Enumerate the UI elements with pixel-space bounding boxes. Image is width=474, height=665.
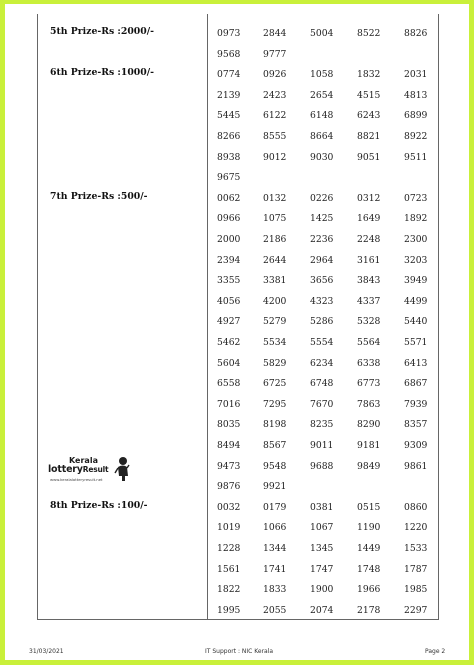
ticket-number: 0860 [404, 501, 428, 513]
ticket-number: 1787 [404, 563, 428, 575]
prize-row [38, 413, 438, 434]
prize-row [38, 63, 438, 84]
prize-row [38, 269, 438, 290]
footer-it-support: IT Support : NIC Kerala [205, 648, 274, 655]
ticket-number: 9849 [357, 460, 381, 472]
prize-row [38, 166, 438, 187]
ticket-number: 7939 [404, 398, 428, 410]
ticket-number: 1822 [217, 584, 241, 596]
ticket-number: 1228 [217, 543, 241, 554]
ticket-number: 8035 [217, 419, 241, 431]
ticket-number: 9688 [310, 460, 334, 472]
ticket-number: 9309 [404, 440, 428, 451]
ticket-number: 3949 [404, 275, 428, 287]
ticket-number: 9012 [263, 151, 287, 163]
ticket-number: 5286 [310, 316, 334, 328]
ticket-number: 5328 [357, 316, 381, 328]
ticket-number: 6725 [263, 378, 287, 390]
prize-row [38, 558, 438, 579]
ticket-number: 1741 [263, 563, 287, 575]
ticket-number: 1561 [217, 563, 241, 575]
ticket-number: 9051 [357, 151, 381, 163]
ticket-number: 5445 [217, 110, 241, 122]
ticket-number: 6243 [357, 110, 381, 122]
prize-label: 5th Prize-Rs :2000/- [50, 26, 154, 37]
ticket-number: 1067 [310, 522, 334, 534]
ticket-number: 9921 [263, 481, 287, 493]
ticket-number: 5604 [217, 357, 241, 369]
ticket-number: 8290 [357, 419, 381, 431]
ticket-number: 3381 [263, 275, 287, 287]
ticket-number: 5534 [263, 337, 287, 348]
ticket-number: 2248 [357, 234, 381, 245]
ticket-number: 3656 [310, 275, 334, 287]
prize-row [38, 599, 438, 620]
ticket-number: 1019 [217, 522, 241, 534]
prize-row [38, 372, 438, 393]
ticket-number: 6338 [357, 357, 381, 369]
ticket-number: 2000 [217, 234, 241, 245]
ticket-number: 0926 [263, 69, 287, 81]
ticket-number: 6558 [217, 378, 241, 390]
ticket-number: 0132 [263, 192, 287, 204]
ticket-number: 2139 [217, 89, 241, 101]
ticket-number: 4927 [217, 316, 241, 328]
ticket-number: 0973 [217, 28, 241, 39]
ticket-number: 0966 [217, 213, 241, 225]
ticket-number: 0062 [217, 192, 241, 204]
ticket-number: 2186 [263, 234, 287, 245]
prize-label: 8th Prize-Rs :100/- [50, 499, 148, 511]
ticket-number: 5554 [310, 337, 334, 348]
ticket-number: 0312 [357, 192, 381, 204]
ticket-number: 2297 [404, 604, 428, 616]
ticket-number: 5462 [217, 337, 241, 348]
prize-row [38, 331, 438, 352]
ticket-number: 2236 [310, 234, 334, 245]
ticket-number: 0381 [310, 501, 334, 513]
prize-row [38, 249, 438, 270]
ticket-number: 2423 [263, 89, 287, 101]
ticket-number: 6748 [310, 378, 334, 390]
ticket-number: 9181 [357, 440, 381, 451]
ticket-number: 5004 [310, 28, 334, 39]
ticket-number: 0723 [404, 192, 428, 204]
ticket-number: 0179 [263, 501, 287, 513]
ticket-number: 2300 [404, 234, 428, 245]
prize-label: 7th Prize-Rs :500/- [50, 190, 148, 202]
prize-table [37, 14, 439, 620]
ticket-number: 1066 [263, 522, 287, 534]
ticket-number: 1449 [357, 543, 381, 554]
prize-row [38, 496, 438, 517]
ticket-number: 1425 [310, 213, 334, 225]
ticket-number: 8567 [263, 440, 287, 451]
ticket-number: 2644 [263, 254, 287, 266]
logo-url: www.keralalotteryresult.net [50, 477, 103, 482]
ticket-number: 6867 [404, 378, 428, 390]
ticket-number: 4337 [357, 295, 381, 307]
ticket-number: 8555 [263, 131, 287, 142]
ticket-number: 7016 [217, 398, 241, 410]
ticket-number: 1900 [310, 584, 334, 596]
ticket-number: 2394 [217, 254, 241, 266]
ticket-number: 8266 [217, 131, 241, 142]
ticket-number: 1748 [357, 563, 381, 575]
ticket-number: 1985 [404, 584, 428, 596]
ticket-number: 4056 [217, 295, 241, 307]
ticket-number: 5564 [357, 337, 381, 348]
ticket-number: 2964 [310, 254, 334, 266]
ticket-number: 5279 [263, 316, 287, 328]
ticket-number: 4323 [310, 295, 334, 307]
prize-row [38, 537, 438, 558]
ticket-number: 8938 [217, 151, 241, 163]
ticket-number: 1190 [357, 522, 381, 534]
ticket-number: 9777 [263, 48, 287, 60]
ticket-number: 7295 [263, 398, 287, 410]
ticket-number: 8357 [404, 419, 428, 431]
ticket-number: 1344 [263, 543, 287, 554]
ticket-number: 4515 [357, 89, 381, 101]
ticket-number: 1832 [357, 69, 381, 81]
prize-row [38, 228, 438, 249]
ticket-number: 7863 [357, 398, 381, 410]
ticket-number: 1345 [310, 543, 334, 554]
ticket-number: 1747 [310, 563, 334, 575]
ticket-number: 8494 [217, 440, 241, 451]
ticket-number: 9861 [404, 460, 428, 472]
ticket-number: 8522 [357, 28, 381, 39]
prize-row [38, 310, 438, 331]
ticket-number: 6899 [404, 110, 428, 122]
ticket-number: 1833 [263, 584, 287, 596]
ticket-number: 1220 [404, 522, 428, 534]
ticket-number: 9030 [310, 151, 334, 163]
ticket-number: 7670 [310, 398, 334, 410]
ticket-number: 9473 [217, 460, 241, 472]
logo-line-kerala: Kerala [69, 456, 98, 465]
ticket-number: 2654 [310, 89, 334, 101]
prize-row [38, 187, 438, 208]
ticket-number: 8664 [310, 131, 334, 142]
logo-line-lottery: lotteryResult [48, 464, 109, 475]
result-page [5, 4, 469, 660]
prize-row [38, 43, 438, 64]
ticket-number: 9548 [263, 460, 287, 472]
ticket-number: 0032 [217, 501, 241, 513]
ticket-number: 5829 [263, 357, 287, 369]
ticket-number: 3203 [404, 254, 428, 266]
ticket-number: 4813 [404, 89, 428, 101]
ticket-number: 3355 [217, 275, 241, 287]
ticket-number: 8198 [263, 419, 287, 431]
ticket-number: 9568 [217, 48, 241, 60]
prize-row [38, 578, 438, 599]
ticket-number: 8235 [310, 419, 334, 431]
ticket-number: 9876 [217, 481, 241, 493]
footer-page-number: Page 2 [425, 648, 446, 655]
ticket-number: 1058 [310, 69, 334, 81]
ticket-number: 5440 [404, 316, 428, 328]
prize-row [38, 352, 438, 373]
ticket-number: 2031 [404, 69, 428, 81]
ticket-number: 1995 [217, 604, 241, 616]
ticket-number: 1533 [404, 543, 428, 554]
prize-row [38, 207, 438, 228]
prize-row [38, 125, 438, 146]
ticket-number: 3161 [357, 254, 381, 266]
prize-row [38, 22, 438, 43]
ticket-number: 1075 [263, 213, 287, 225]
ticket-number: 8821 [357, 131, 381, 142]
ticket-number: 9511 [404, 151, 428, 163]
prize-row [38, 393, 438, 414]
ticket-number: 0774 [217, 69, 241, 81]
ticket-number: 2074 [310, 604, 334, 616]
prize-row [38, 146, 438, 167]
ticket-number: 1649 [357, 213, 381, 225]
prize-row [38, 434, 438, 455]
prize-row [38, 104, 438, 125]
ticket-number: 6773 [357, 378, 381, 390]
ticket-number: 8826 [404, 28, 428, 39]
ticket-number: 0226 [310, 192, 334, 204]
prize-label: 6th Prize-Rs :1000/- [50, 67, 154, 79]
ticket-number: 6148 [310, 110, 334, 122]
ticket-number: 6122 [263, 110, 287, 122]
ticket-number: 5571 [404, 337, 428, 348]
ticket-number: 9675 [217, 172, 241, 184]
ticket-number: 6413 [404, 357, 428, 369]
ticket-number: 2178 [357, 604, 381, 616]
prize-row [38, 516, 438, 537]
ticket-number: 4200 [263, 295, 287, 307]
mascot-figure-icon [114, 456, 130, 482]
prize-row [38, 84, 438, 105]
ticket-number: 3843 [357, 275, 381, 287]
ticket-number: 9011 [310, 440, 334, 451]
kerala-lottery-result-logo [47, 456, 143, 486]
ticket-number: 1892 [404, 213, 428, 225]
ticket-number: 0515 [357, 501, 381, 513]
ticket-number: 1966 [357, 584, 381, 596]
ticket-number: 4499 [404, 295, 428, 307]
prize-row [38, 290, 438, 311]
ticket-number: 8922 [404, 131, 428, 142]
footer-date: 31/03/2021 [29, 648, 64, 655]
ticket-number: 6234 [310, 357, 334, 369]
ticket-number: 2844 [263, 28, 287, 39]
ticket-number: 2055 [263, 604, 287, 616]
